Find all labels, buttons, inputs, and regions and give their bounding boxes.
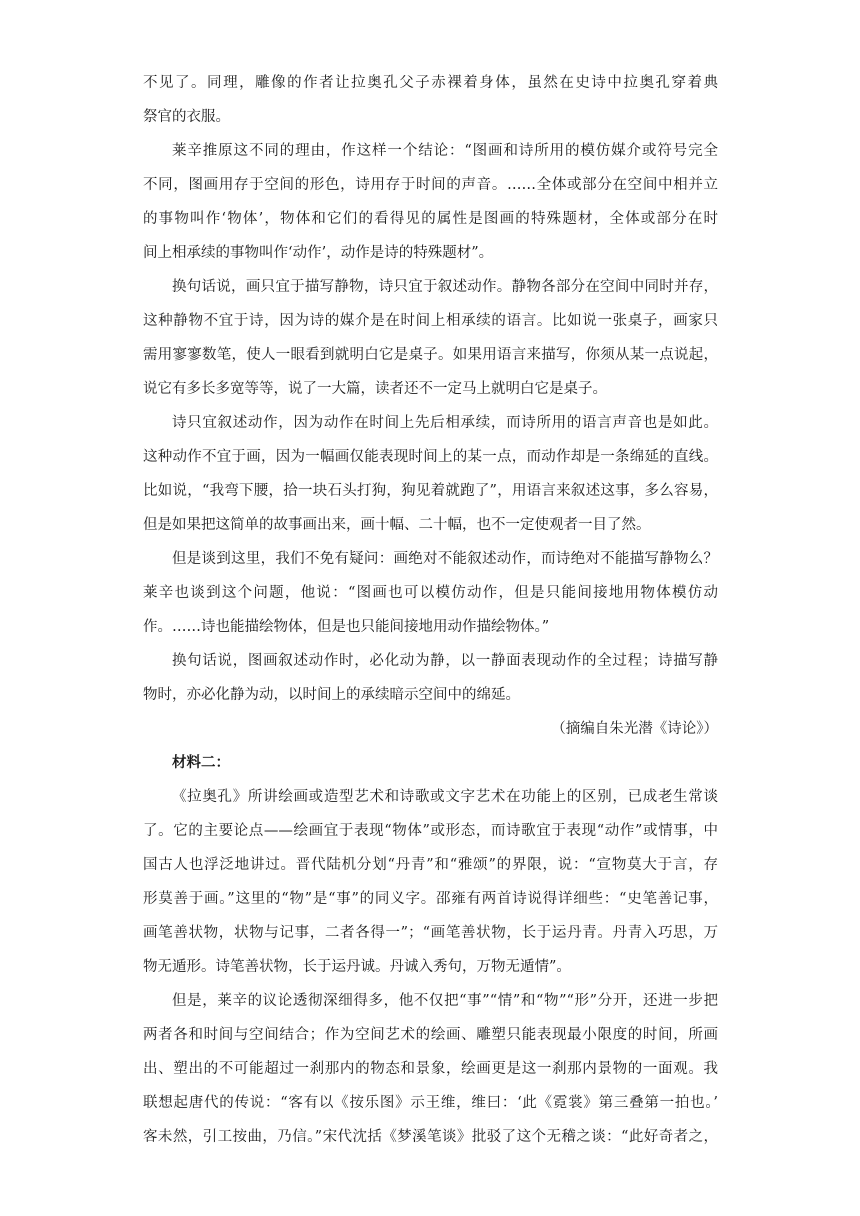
paragraph — [143, 270, 718, 406]
text-line: 画笔善状物，状物与记事，二者各得一”；“画笔善状物，长于运丹青。丹青入巧思，万 — [143, 925, 718, 941]
text-line: 不见了。同理，雕像的作者让拉奥孔父子赤裸着身体，虽然在史诗中拉奥孔穿着典 — [143, 75, 718, 91]
text-line: 但是谈到这里，我们不免有疑问：画绝对不能叙述动作，而诗绝对不能描写静物么？ — [172, 551, 718, 567]
text-line: 客未然，引工按曲，乃信。”宋代沈括《梦溪笔谈》批驳了这个无稽之谈：“此好奇者之， — [143, 1129, 718, 1145]
text-line: 联想起唐代的传说：“客有以《按乐图》示王维，维曰：‘此《霓裳》第三叠第一拍也。’ — [143, 1095, 718, 1111]
text-line: 国古人也浮泛地讲过。晋代陆机分划“丹青”和“雅颂”的界限，说：“宣物莫大于言，存 — [143, 857, 718, 873]
text-line: 说它有多长多宽等等，说了一大篇，读者还不一定马上就明白它是桌子。 — [143, 381, 607, 397]
paragraph — [143, 542, 718, 644]
text-line: 诗只宜叙述动作，因为动作在时间上先后相承续，而诗所用的语言声音也是如此。 — [172, 415, 718, 431]
document-body — [143, 66, 718, 1154]
paragraph — [143, 66, 718, 134]
text-line: 莱辛推原这不同的理由，作这样一个结论：“图画和诗所用的模仿媒介或符号完全 — [172, 143, 718, 159]
paragraph — [143, 134, 718, 270]
text-line: 祭官的衣服。 — [143, 109, 230, 125]
text-line: 的事物叫作‘物体’，物体和它们的看得见的属性是图画的特殊题材，全体或部分在时 — [143, 211, 718, 227]
text-line: 形莫善于画。”这里的“物”是“事”的同义字。邵雍有两首诗说得详细些：“史笔善记事， — [143, 891, 718, 907]
paragraph — [143, 780, 718, 984]
text-line: 这种静物不宜于诗，因为诗的媒介是在时间上相承续的语言。比如说一张桌子，画家只 — [143, 313, 718, 329]
text-line: 这种动作不宜于画，因为一幅画仅能表现时间上的某一点，而动作却是一条绵延的直线。 — [143, 449, 718, 465]
section-heading: 材料二： — [172, 754, 230, 771]
text-line: 但是如果把这简单的故事画出来，画十幅、二十幅，也不一定使观者一目了然。 — [143, 517, 651, 533]
text-line: 比如说，“我弯下腰，拾一块石头打狗，狗见着就跑了”，用语言来叙述这事，多么容易， — [143, 483, 718, 499]
text-line: 物时，亦必化静为动，以时间上的承续暗示空间中的绵延。 — [143, 687, 520, 703]
text-line: 作。……诗也能描绘物体，但是也只能间接地用动作描绘物体。” — [143, 619, 550, 635]
text-line: 换句话说，图画叙述动作时，必化动为静，以一静面表现动作的全过程；诗描写静 — [172, 653, 718, 669]
text-line: 但是，莱辛的议论透彻深细得多，他不仅把“事”“情”和“物”“形”分开，还进一步把 — [172, 993, 718, 1009]
paragraph — [143, 644, 718, 712]
text-line: 了。它的主要论点——绘画宜于表现“物体”或形态，而诗歌宜于表现“动作”或情事，中 — [143, 823, 718, 839]
text-line: 物无遁形。诗笔善状物，长于运丹诚。丹诚入秀句，万物无遁情”。 — [143, 959, 571, 975]
text-line: 换句话说，画只宜于描写静物，诗只宜于叙述动作。静物各部分在空间中同时并存， — [172, 279, 718, 295]
text-line: 出、塑出的不可能超过一刹那内的物态和景象，绘画更是这一刹那内景物的一面观。我 — [143, 1061, 718, 1077]
source-citation: （摘编自朱光潜《诗论》） — [551, 721, 718, 737]
text-line: 需用寥寥数笔，使人一眼看到就明白它是桌子。如果用语言来描写，你须从某一点说起， — [143, 347, 718, 363]
paragraph — [143, 406, 718, 542]
text-line: 莱辛也谈到这个问题，他说：“图画也可以模仿动作，但是只能间接地用物体模仿动 — [143, 585, 718, 601]
text-line: 不同，图画用存于空间的形色，诗用存于时间的声音。……全体或部分在空间中相并立 — [143, 177, 718, 193]
text-line: 《拉奥孔》所讲绘画或造型艺术和诗歌或文字艺术在功能上的区别，已成老生常谈 — [172, 789, 718, 805]
text-line: 间上相承续的事物叫作‘动作’，动作是诗的特殊题材”。 — [143, 245, 494, 261]
paragraph — [143, 984, 718, 1154]
text-line: 两者各和时间与空间结合；作为空间艺术的绘画、雕塑只能表现最小限度的时间，所画 — [143, 1027, 718, 1043]
